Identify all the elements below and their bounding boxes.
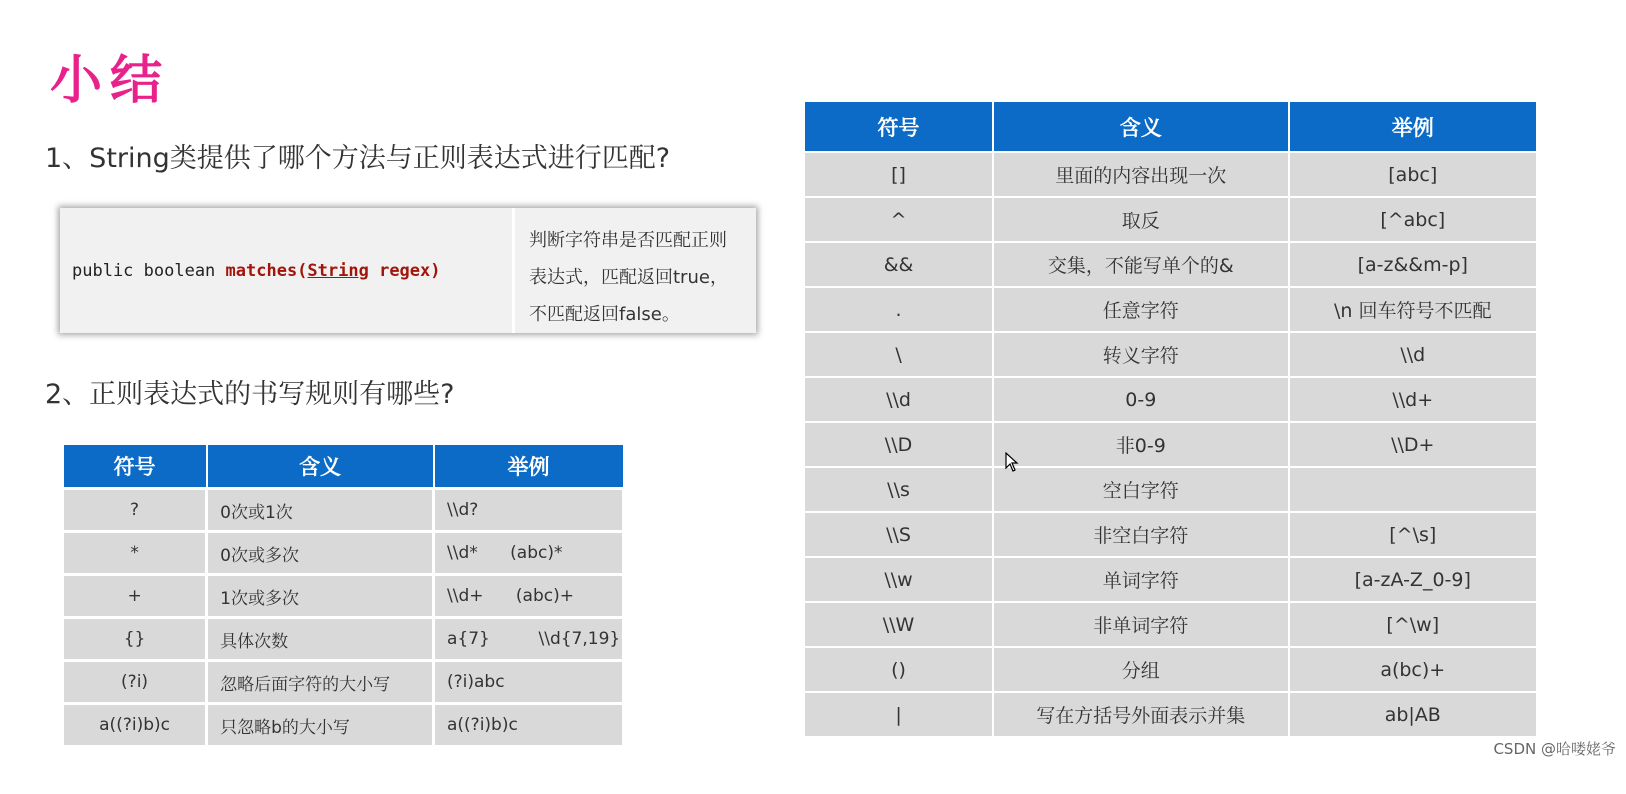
symbol-table-body <box>804 152 1537 737</box>
table-row <box>63 575 624 618</box>
cell-meaning: 单词字符 <box>993 557 1288 602</box>
cell-symbol: * <box>63 532 207 575</box>
method-description <box>515 208 756 333</box>
cell-meaning: 1次或多次 <box>207 575 434 618</box>
method-param-type: String <box>307 260 369 281</box>
cell-meaning: 非单词字符 <box>993 602 1288 647</box>
cell-symbol: a((?i)b)c <box>63 704 207 747</box>
cell-meaning: 取反 <box>993 197 1288 242</box>
cell-example: a(bc)+ <box>1289 647 1537 692</box>
quantifier-table <box>61 443 625 748</box>
cell-meaning: 只忽略b的大小写 <box>207 704 434 747</box>
method-description-line: 不匹配返回false。 <box>529 304 680 325</box>
header-meaning: 含义 <box>207 444 434 489</box>
cell-symbol: () <box>804 647 993 692</box>
cell-symbol: [] <box>804 152 993 197</box>
table-row <box>63 489 624 532</box>
cell-meaning: 写在方括号外面表示并集 <box>993 692 1288 737</box>
cell-example: [^\s] <box>1289 512 1537 557</box>
table-header-row <box>63 444 624 489</box>
cell-symbol: | <box>804 692 993 737</box>
header-symbol: 符号 <box>63 444 207 489</box>
cell-meaning: 非空白字符 <box>993 512 1288 557</box>
cell-example: a{7} \\d{7,19} <box>434 618 624 661</box>
header-example: 举例 <box>434 444 624 489</box>
symbol-table <box>803 100 1538 738</box>
cell-symbol: ^ <box>804 197 993 242</box>
cell-symbol: \\S <box>804 512 993 557</box>
table-row <box>63 661 624 704</box>
method-prefix: public boolean <box>72 260 226 281</box>
cell-example: a((?i)b)c <box>434 704 624 747</box>
cell-example: \\D+ <box>1289 422 1537 467</box>
cell-example: [abc] <box>1289 152 1537 197</box>
header-symbol: 符号 <box>804 101 993 152</box>
table-header-row <box>804 101 1537 152</box>
cell-meaning: 非0-9 <box>993 422 1288 467</box>
table-row <box>804 242 1537 287</box>
cell-meaning: 忽略后面字符的大小写 <box>207 661 434 704</box>
table-row <box>804 332 1537 377</box>
cell-symbol: \\s <box>804 467 993 512</box>
table-row <box>63 704 624 747</box>
cell-symbol: \\D <box>804 422 993 467</box>
table-row <box>63 618 624 661</box>
cell-meaning: 分组 <box>993 647 1288 692</box>
cell-meaning: 空白字符 <box>993 467 1288 512</box>
cell-meaning: 转义字符 <box>993 332 1288 377</box>
mouse-cursor-icon <box>1005 452 1019 472</box>
table-row <box>804 602 1537 647</box>
method-description-line: 判断字符串是否匹配正则 <box>529 230 727 251</box>
cell-example: [^abc] <box>1289 197 1537 242</box>
cell-example: [^\w] <box>1289 602 1537 647</box>
cell-meaning: 0-9 <box>993 377 1288 422</box>
cell-meaning: 里面的内容出现一次 <box>993 152 1288 197</box>
cell-meaning: 0次或1次 <box>207 489 434 532</box>
table-row <box>804 197 1537 242</box>
table-row <box>804 377 1537 422</box>
cell-example: \\d+ (abc)+ <box>434 575 624 618</box>
table-row <box>804 512 1537 557</box>
cell-symbol: ? <box>63 489 207 532</box>
quantifier-table-body <box>63 489 624 747</box>
cell-example: ab|AB <box>1289 692 1537 737</box>
header-meaning: 含义 <box>993 101 1288 152</box>
cell-symbol: \ <box>804 332 993 377</box>
cell-symbol: (?i) <box>63 661 207 704</box>
cell-symbol: + <box>63 575 207 618</box>
cell-symbol: \\w <box>804 557 993 602</box>
page-title: 小结 <box>50 51 171 111</box>
cell-example: \\d* (abc)* <box>434 532 624 575</box>
cell-example: [a-zA-Z_0-9] <box>1289 557 1537 602</box>
question-2: 2、正则表达式的书写规则有哪些? <box>45 379 455 410</box>
cell-symbol: \\W <box>804 602 993 647</box>
cell-example: \\d <box>1289 332 1537 377</box>
method-box <box>60 208 756 333</box>
cell-symbol: && <box>804 242 993 287</box>
cell-meaning: 任意字符 <box>993 287 1288 332</box>
cell-example: \n 回车符号不匹配 <box>1289 287 1537 332</box>
cell-meaning: 交集，不能写单个的& <box>993 242 1288 287</box>
watermark: CSDN @哈喽姥爷 <box>1493 740 1616 758</box>
cell-example: (?i)abc <box>434 661 624 704</box>
table-row <box>804 287 1537 332</box>
cell-symbol: {} <box>63 618 207 661</box>
method-description-line: 表达式，匹配返回true， <box>529 267 728 288</box>
cell-meaning: 0次或多次 <box>207 532 434 575</box>
table-row <box>804 467 1537 512</box>
method-signature <box>60 208 515 333</box>
table-row <box>804 422 1537 467</box>
question-1: 1、String类提供了哪个方法与正则表达式进行匹配? <box>45 143 671 174</box>
cell-example: \\d? <box>434 489 624 532</box>
cell-example <box>1289 467 1537 512</box>
header-example: 举例 <box>1289 101 1537 152</box>
cell-symbol: . <box>804 287 993 332</box>
method-name: matches( <box>225 260 308 281</box>
table-row <box>804 647 1537 692</box>
table-row <box>804 557 1537 602</box>
cell-example: \\d+ <box>1289 377 1537 422</box>
cell-symbol: \\d <box>804 377 993 422</box>
table-row <box>63 532 624 575</box>
cell-example: [a-z&&m-p] <box>1289 242 1537 287</box>
method-param-rest: regex) <box>368 260 441 281</box>
table-row <box>804 152 1537 197</box>
cell-meaning: 具体次数 <box>207 618 434 661</box>
table-row <box>804 692 1537 737</box>
